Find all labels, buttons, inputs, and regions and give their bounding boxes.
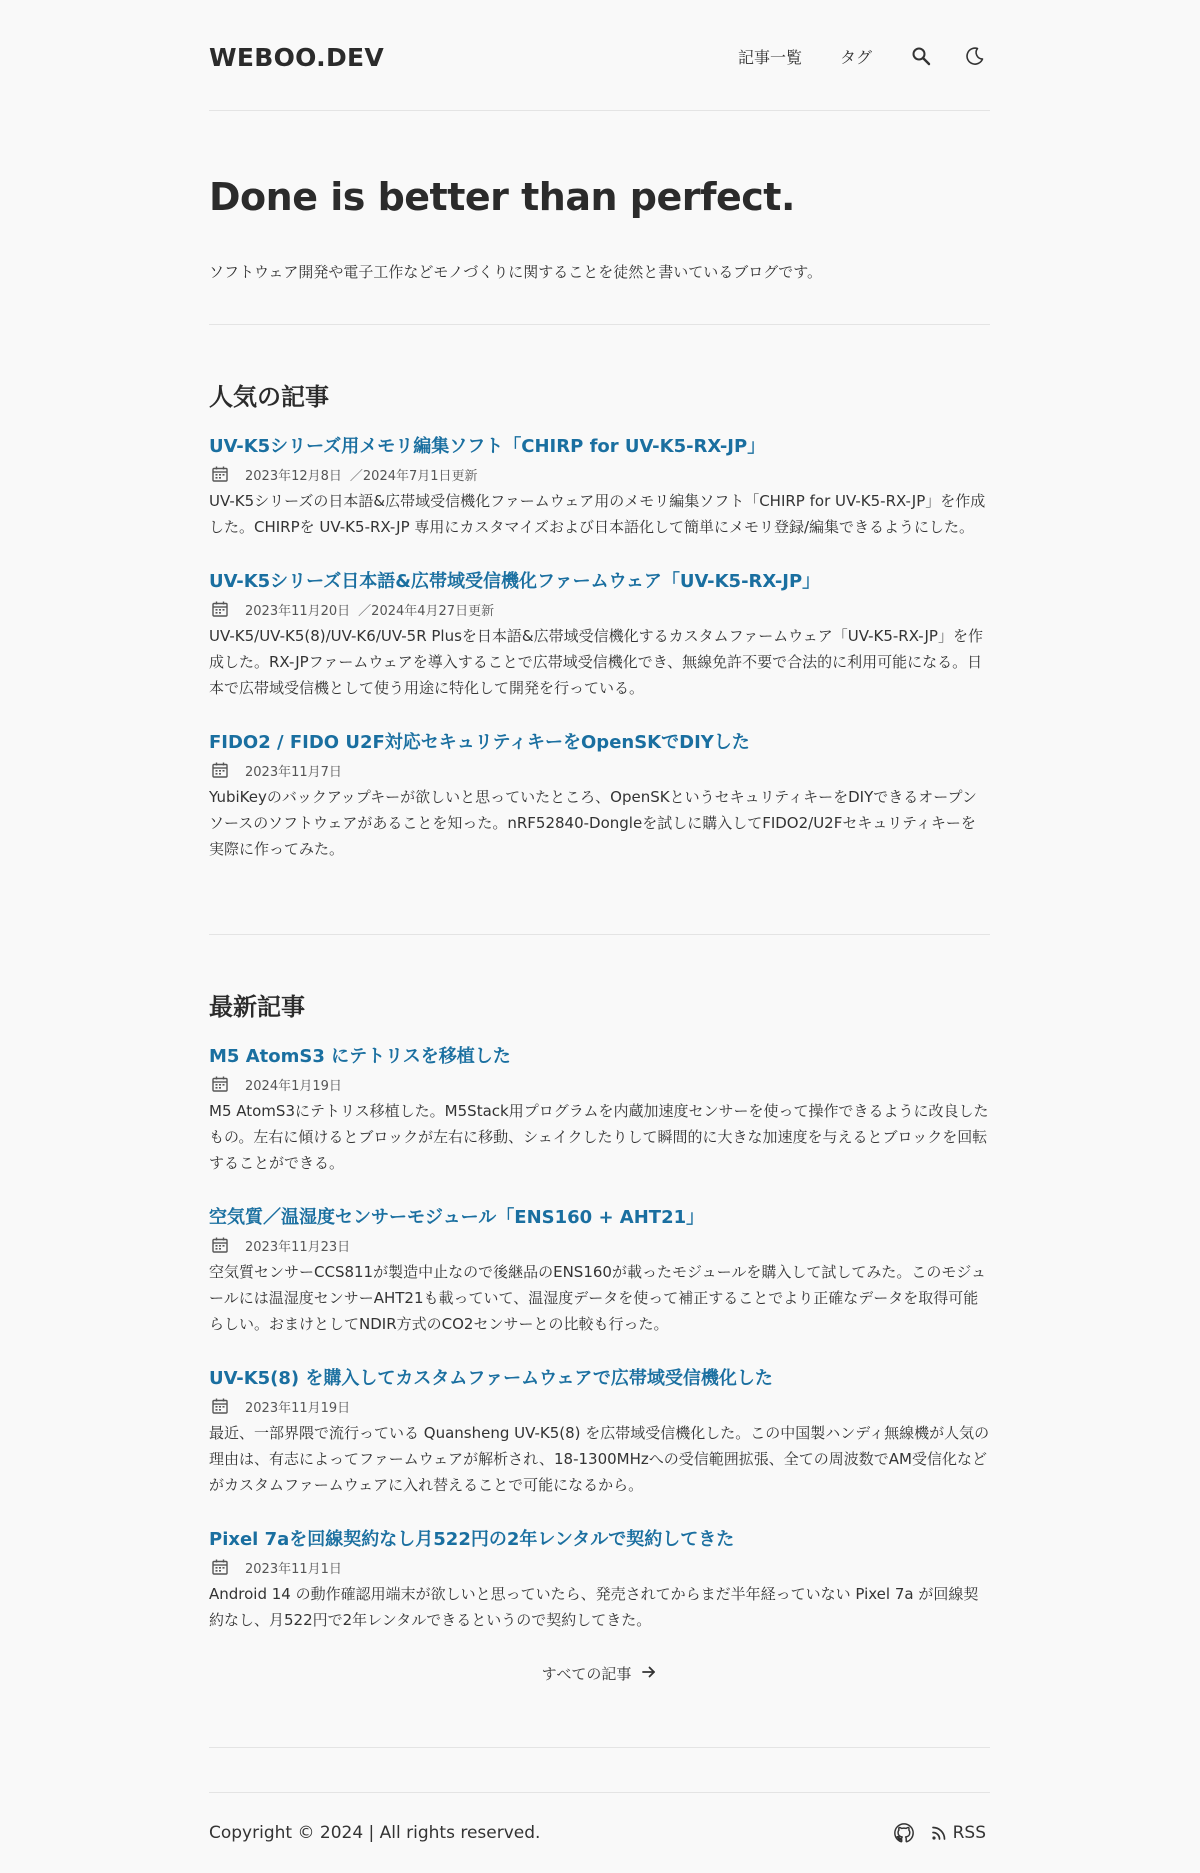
post-date: 2023年11月20日	[245, 603, 351, 619]
post-meta	[209, 1233, 990, 1257]
copyright: Copyright © 2024 | All rights reserved.	[209, 1823, 541, 1843]
post-excerpt: Android 14 の動作確認用端末が欲しいと思っていたら、発売されてからまだ半年経っていない Pixel 7a が回線契約なし、月522円で2年レンタルできるというので契約してきた。	[209, 1585, 979, 1629]
post-excerpt: YubiKeyのバックアップキーが欲しいと思っていたところ、OpenSKというセキュリティキーをDIYできるオープンソースのソフトウェアがあることを知った。nRF52840-Dongleを試しに購入してFIDO2/U2Fセキュリティキーを実際に作ってみた。	[209, 788, 977, 858]
rss-link[interactable]	[931, 1823, 986, 1843]
nav-item-articles[interactable]: 記事一覧	[737, 47, 802, 67]
latest-heading: 最新記事	[209, 993, 305, 1021]
all-posts-link[interactable]	[542, 1663, 658, 1684]
post-excerpt: 空気質センサーCCS811が製造中止なので後継品のENS160が載ったモジュールを購入して試してみた。このモジュールには温湿度センサーAHT21も載っていて、温湿度データを使って補正することでより正確なデータを取得可能らしい。おまけとしてNDIR方式のCO2センサーとの比較も行った。	[209, 1263, 987, 1333]
post-title-link[interactable]: Pixel 7aを回線契約なし月522円の2年レンタルで契約してきた	[209, 1529, 735, 1550]
post-title-link[interactable]: 空気質／温湿度センサーモジュール「ENS160 + AHT21」	[209, 1207, 705, 1228]
post-date: 2024年1月19日	[245, 1078, 342, 1094]
main-nav	[738, 45, 990, 68]
arrow-right-icon	[641, 1664, 657, 1684]
post-item	[209, 1527, 990, 1633]
calendar-icon	[211, 600, 229, 618]
moon-icon[interactable]	[964, 45, 986, 67]
post-date: 2023年11月19日	[245, 1400, 351, 1416]
post-title-link[interactable]: UV-K5(8) を購入してカスタムファームウェアで広帯域受信機化した	[209, 1368, 773, 1389]
page	[209, 0, 990, 1873]
post-excerpt: UV-K5シリーズの日本語&広帯域受信機化ファームウェア用のメモリ編集ソフト「CHIRP for UV-K5-RX-JP」を作成した。CHIRPを UV-K5-RX-JP 専用にカスタマイズおよび日本語化して簡単にメモリ登録/編集できるようにした。	[209, 492, 986, 536]
calendar-icon	[211, 1397, 229, 1415]
post-updated: ／2024年4月27日更新	[358, 603, 495, 619]
post-meta	[209, 1394, 990, 1418]
nav-item-tags[interactable]: タグ	[839, 47, 872, 67]
all-posts-label: すべての記事	[541, 1665, 632, 1683]
popular-section	[209, 325, 990, 935]
post-title-link[interactable]: M5 AtomS3 にテトリスを移植した	[209, 1046, 511, 1067]
site-header	[209, 0, 990, 111]
post-updated: ／2024年7月1日更新	[349, 468, 478, 484]
post-meta	[209, 1555, 990, 1579]
hero-description: ソフトウェア開発や電子工作などモノづくりに関することを徒然と書いているブログです。	[209, 263, 823, 281]
calendar-icon	[211, 465, 229, 483]
post-title-link[interactable]: UV-K5シリーズ日本語&広帯域受信機化ファームウェア「UV-K5-RX-JP」	[209, 571, 821, 592]
search-icon[interactable]	[910, 45, 932, 67]
rss-label: RSS	[952, 1823, 986, 1843]
hero-title: Done is better than perfect.	[209, 175, 795, 219]
popular-heading: 人気の記事	[209, 383, 329, 411]
latest-section	[209, 935, 990, 1748]
post-item	[209, 1205, 990, 1337]
all-posts-row	[209, 1663, 990, 1684]
post-excerpt: M5 AtomS3にテトリス移植した。M5Stack用プログラムを内蔵加速度センサーを使って操作できるように改良したもの。左右に傾けるとブロックが左右に移動、シェイクしたりして瞬間的に大きな加速度を与えるとブロックを回転することができる。	[209, 1102, 989, 1172]
hero	[209, 111, 990, 325]
post-date: 2023年11月23日	[245, 1239, 351, 1255]
post-date: 2023年12月8日	[245, 468, 342, 484]
calendar-icon	[211, 1558, 229, 1576]
github-icon[interactable]	[893, 1822, 915, 1844]
post-title-link[interactable]: FIDO2 / FIDO U2F対応セキュリティキーをOpenSKでDIYした	[209, 732, 750, 753]
footer-links	[893, 1822, 986, 1844]
post-date: 2023年11月7日	[245, 764, 342, 780]
post-excerpt: UV-K5/UV-K5(8)/UV-K6/UV-5R Plusを日本語&広帯域受信機化するカスタムファームウェア「UV-K5-RX-JP」を作成した。RX-JPファームウェアを導入することで広帯域受信機化でき、無線免許不要で合法的に利用可能になる。日本で広帯域受信機として使う用途に特化して開発を行っている。	[209, 627, 983, 697]
post-meta	[209, 462, 990, 486]
post-date: 2023年11月1日	[245, 1561, 342, 1577]
site-title[interactable]: WEBOO.DEV	[209, 42, 385, 72]
site-footer	[209, 1792, 990, 1873]
calendar-icon	[211, 1075, 229, 1093]
calendar-icon	[211, 1236, 229, 1254]
post-excerpt: 最近、一部界隈で流行っている Quansheng UV-K5(8) を広帯域受信機化した。この中国製ハンディ無線機が人気の理由は、有志によってファームウェアが解析され、18-1300MHzへの受信範囲拡張、全ての周波数でAM受信化などがカスタムファームウェアに入れ替えることで可能になるから。	[209, 1424, 990, 1494]
post-item	[209, 434, 990, 540]
post-meta	[209, 1072, 990, 1096]
post-title-link[interactable]: UV-K5シリーズ用メモリ編集ソフト「CHIRP for UV-K5-RX-JP」	[209, 436, 766, 457]
post-item	[209, 1366, 990, 1498]
calendar-icon	[211, 761, 229, 779]
post-item	[209, 569, 990, 701]
rss-icon	[931, 1825, 947, 1841]
post-item	[209, 1044, 990, 1176]
post-item	[209, 730, 990, 862]
post-meta	[209, 758, 990, 782]
post-meta	[209, 597, 990, 621]
